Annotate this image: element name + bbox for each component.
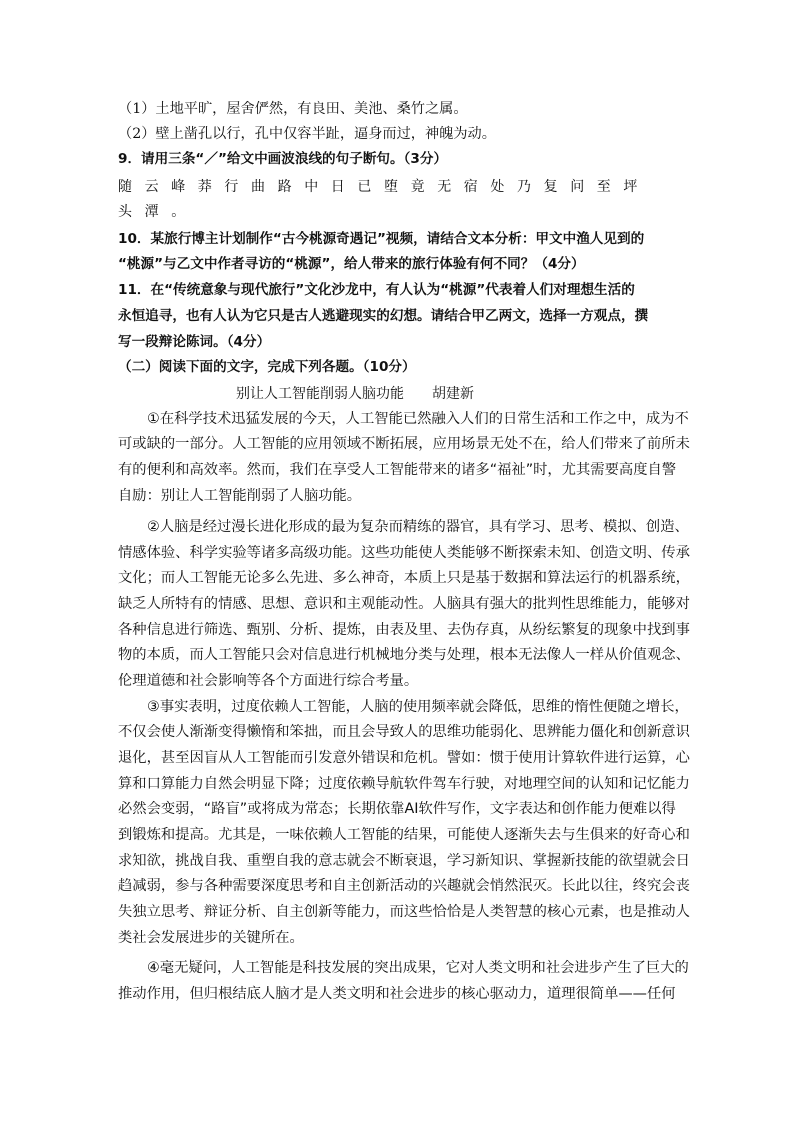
question-11-line-1: 11．在“传统意象与现代旅行”文化沙龙中，有人认为“桃源”代表着人们对理想生活的 — [118, 282, 635, 298]
paragraph-3-line-3: 退化，甚至因盲从人工智能而引发意外错误和危机。譬如：惯于使用计算软件进行运算，心 — [118, 750, 690, 766]
article-title: 别让人工智能削弱人脑功能 胡建新 — [236, 386, 474, 402]
answer-item-1: （1）土地平旷，屋舍俨然，有良田、美池、桑竹之属。 — [118, 101, 468, 117]
paragraph-1-line-3: 有的便利和高效率。然而，我们在享受人工智能带来的诸多“福祉”时，尤其需要高度自警 — [118, 462, 677, 478]
paragraph-1-line-1: ①在科学技术迅猛发展的今天，人工智能已然融入人们的日常生活和工作之中，成为不 — [147, 411, 689, 427]
paragraph-4-line-1: ④毫无疑问，人工智能是科技发展的突出成果，它对人类文明和社会进步产生了巨大的 — [147, 960, 689, 976]
question-10-line-1: 10．某旅行博主计划制作“古今桃源奇遇记”视频，请结合文本分析：甲文中渔人见到的 — [118, 231, 645, 247]
paragraph-2-line-5: 各种信息进行筛选、甄别、分析、提炼，由表及里、去伪存真，从纷纭繁复的现象中找到事 — [118, 622, 690, 638]
section-heading: （二）阅读下面的文字，完成下列各题。（10分） — [118, 359, 416, 375]
paragraph-3-line-10: 类社会发展进步的关键所在。 — [118, 930, 304, 946]
question-10-line-2: “桃源”与乙文中作者寻访的“桃源”，给人带来的旅行体验有何不同？（4分） — [118, 256, 585, 272]
answer-item-2: （2）壁上凿孔以行，孔中仅容半趾，逼身而过，神魄为动。 — [118, 126, 496, 142]
paragraph-3-line-6: 到锻炼和提高。尤其是，一味依赖人工智能的结果，可能使人逐渐失去与生俱来的好奇心和 — [118, 827, 690, 843]
question-11-line-3: 写一段辩论陈词。（4分） — [118, 334, 271, 350]
paragraph-3-line-2: 不仅会使人渐渐变得懒惰和笨拙，而且会导致人的思维功能弱化、思辨能力僵化和创新意识 — [118, 724, 690, 740]
paragraph-3-line-5: 必然会变弱，“路盲”或将成为常态；长期依靠AI软件写作，文字表达和创作能力便难以得 — [118, 801, 676, 817]
paragraph-2-line-3: 文化；而人工智能无论多么先进、多么神奇，本质上只是基于数据和算法运行的机器系统， — [118, 570, 690, 586]
paragraph-3-line-9: 失独立思考、辩证分析、自主创新等能力，而这些恰恰是人类智慧的核心元素，也是推动人 — [118, 904, 690, 920]
paragraph-2-line-2: 情感体验、科学实验等诸多高级功能。这些功能使人类能够不断探索未知、创造文明、传承 — [118, 545, 690, 561]
paragraph-2-line-6: 物的本质，而人工智能只会对信息进行机械地分类与处理，根本无法像人一样从价值观念、 — [118, 647, 690, 663]
punctuation-sentence-line-1: 随云峰莽行曲路中日已堕竟无宿处乃复问至坪 — [118, 179, 650, 195]
paragraph-1-line-2: 可或缺的一部分。人工智能的应用领域不断拓展，应用场景无处不在，给人们带来了前所未 — [118, 436, 690, 452]
paragraph-3-line-4: 算和口算能力自然会明显下降；过度依赖导航软件驾车行驶，对地理空间的认知和记忆能力 — [118, 776, 690, 792]
paragraph-4-line-2: 推动作用，但归根结底人脑才是人类文明和社会进步的核心驱动力，道理很简单——任何 — [118, 986, 676, 1002]
paragraph-2-line-4: 缺乏人所特有的情感、思想、意识和主观能动性。人脑具有强大的批判性思维能力，能够对 — [118, 596, 690, 612]
punctuation-sentence-line-2: 头潭。 — [118, 204, 198, 220]
paragraph-2-line-7: 伦理道德和社会影响等各个方面进行综合考量。 — [118, 673, 419, 689]
paragraph-3-line-7: 求知欲，挑战自我、重塑自我的意志就会不断衰退，学习新知识、掌握新技能的欲望就会日 — [118, 853, 690, 869]
paragraph-3-line-1: ③事实表明，过度依赖人工智能，人脑的使用频率就会降低，思维的惰性便随之增长， — [147, 699, 689, 715]
paragraph-3-line-8: 趋减弱，参与各种需要深度思考和自主创新活动的兴趣就会悄然泯灭。长此以往，终究会丧 — [118, 878, 690, 894]
question-9: 9．请用三条“／”给文中画波浪线的句子断句。（3分） — [118, 151, 448, 167]
paragraph-2-line-1: ②人脑是经过漫长进化形成的最为复杂而精练的器官，具有学习、思考、模拟、创造、 — [147, 519, 689, 535]
paragraph-1-line-4: 自励：别让人工智能削弱了人脑功能。 — [118, 488, 362, 504]
question-11-line-2: 永恒追寻，也有人认为它只是古人逃避现实的幻想。请结合甲乙两文，选择一方观点，撰 — [118, 308, 649, 324]
